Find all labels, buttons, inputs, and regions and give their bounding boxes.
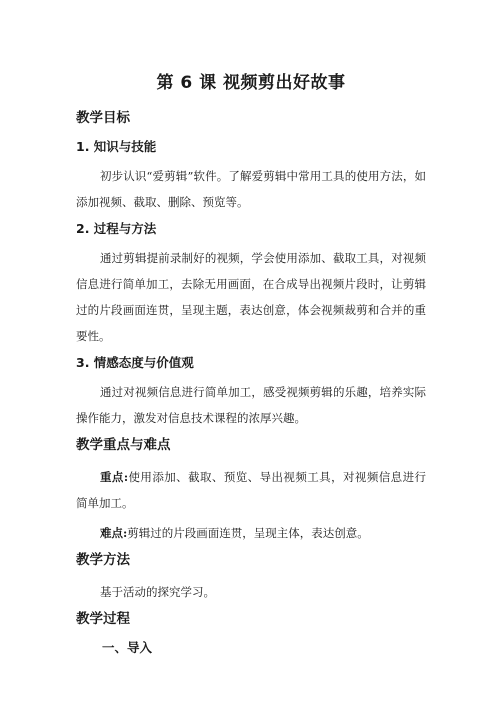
method-heading: 教学方法 <box>76 552 130 568</box>
key-point-paragraph <box>76 464 426 516</box>
teaching-process-heading: 教学过程 <box>76 611 130 627</box>
intro-heading: 一、导入 <box>102 640 153 655</box>
difficult-point-label: 难点: <box>100 526 128 540</box>
knowledge-heading: 1. 知识与技能 <box>76 139 157 154</box>
difficult-point-paragraph <box>76 520 426 546</box>
method-paragraph: 基于活动的探究学习。 <box>100 585 215 599</box>
keypoints-heading: 教学重点与难点 <box>76 437 171 453</box>
key-point-label: 重点: <box>100 470 129 484</box>
process-heading: 2. 过程与方法 <box>76 221 157 236</box>
attitude-paragraph: 通过对视频信息进行简单加工，感受视频剪辑的乐趣，培养实际操作能力，激发对信息技术课程的浓厚兴趣。 <box>76 385 426 425</box>
difficult-point-text: 剪辑过的片段画面连贯，呈现主体，表达创意。 <box>127 526 369 540</box>
attitude-heading: 3. 情感态度与价值观 <box>76 355 194 370</box>
goals-heading: 教学目标 <box>76 110 130 126</box>
knowledge-paragraph: 初步认识“爱剪辑”软件。了解爱剪辑中常用工具的使用方法，如添加视频、截取、删除、预览等。 <box>76 169 426 209</box>
page-title: 第 6 课 视频剪出好故事 <box>156 73 346 93</box>
key-point-text: 使用添加、截取、预览、导出视频工具，对视频信息进行简单加工。 <box>76 470 427 510</box>
process-paragraph: 通过剪辑提前录制好的视频，学会使用添加、截取工具，对视频信息进行简单加工，去除无用画面，在合成导出视频片段时，让剪辑过的片段画面连贯，呈现主题，表达创意，体会视频裁剪和合并的重要性。 <box>76 251 426 343</box>
